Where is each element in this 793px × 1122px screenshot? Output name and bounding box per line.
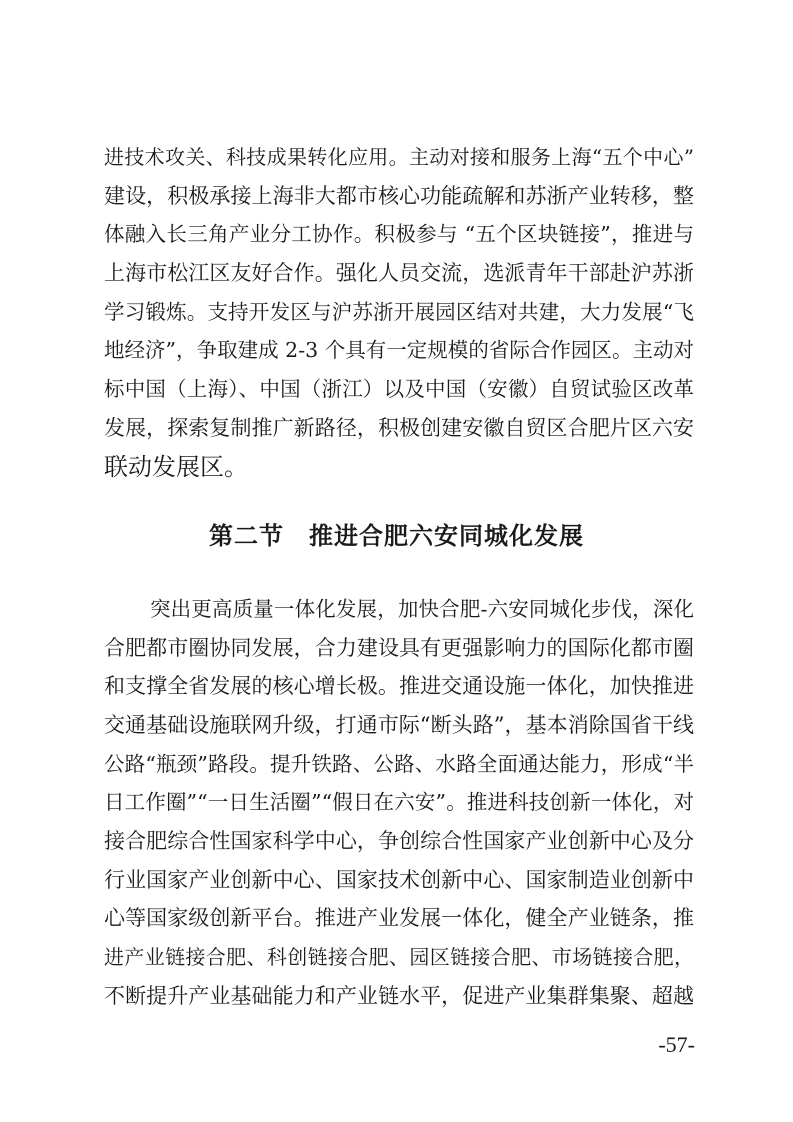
paragraph-line: 不断提升产业基础能力和产业链水平，促进产业集群集聚、超越: [104, 984, 694, 1008]
paragraph-line: 学习锻炼。支持开发区与沪苏浙开展园区结对共建，大力发展“飞: [104, 300, 694, 324]
paragraph-line: 和支撑全省发展的核心增长极。推进交通设施一体化，加快推进: [104, 674, 694, 698]
paragraph-line: 标中国（上海）、中国（浙江）以及中国（安徽）自贸试验区改革: [104, 377, 694, 401]
paragraph-line: 地经济”，争取建成 2-3 个具有一定规模的省际合作园区。主动对: [104, 338, 694, 362]
paragraph-line: 接合肥综合性国家科学中心，争创综合性国家产业创新中心及分: [104, 829, 694, 853]
paragraph-line: 发展，探索复制推广新路径，积极创建安徽自贸区合肥片区六安: [104, 416, 694, 440]
page-number: -57-: [658, 1032, 695, 1057]
paragraph-line: 建设，积极承接上海非大都市核心功能疏解和苏浙产业转移，整: [104, 184, 694, 208]
paragraph-line: 交通基础设施联网升级，打通市际“断头路”，基本消除国省干线: [104, 713, 694, 737]
paragraph-line: 上海市松江区友好合作。强化人员交流，选派青年干部赴沪苏浙: [104, 261, 694, 285]
paragraph-line: 心等国家级创新平台。推进产业发展一体化，健全产业链条，推: [104, 906, 694, 930]
paragraph-line: 联动发展区。: [104, 453, 248, 481]
section-heading: 第二节 推进合肥六安同城化发展: [209, 522, 584, 550]
paragraph-line: 进技术攻关、科技成果转化应用。主动对接和服务上海“五个中心”: [104, 145, 694, 169]
paragraph-line: 行业国家产业创新中心、国家技术创新中心、国家制造业创新中: [104, 868, 694, 892]
paragraph-line: 合肥都市圈协同发展，合力建设具有更强影响力的国际化都市圈: [104, 636, 694, 660]
paragraph-line: 公路“瓶颈”路段。提升铁路、公路、水路全面通达能力，形成“半: [104, 752, 694, 776]
paragraph-line: 体融入长三角产业分工协作。积极参与 “五个区块链接”，推进与: [104, 222, 694, 246]
paragraph-line: 突出更高质量一体化发展，加快合肥-六安同城化步伐，深化: [150, 597, 694, 621]
paragraph-line: 进产业链接合肥、科创链接合肥、园区链接合肥、市场链接合肥，: [104, 945, 694, 969]
paragraph-line: 日工作圈”“一日生活圈”“假日在六安”。推进科技创新一体化，对: [104, 790, 694, 814]
